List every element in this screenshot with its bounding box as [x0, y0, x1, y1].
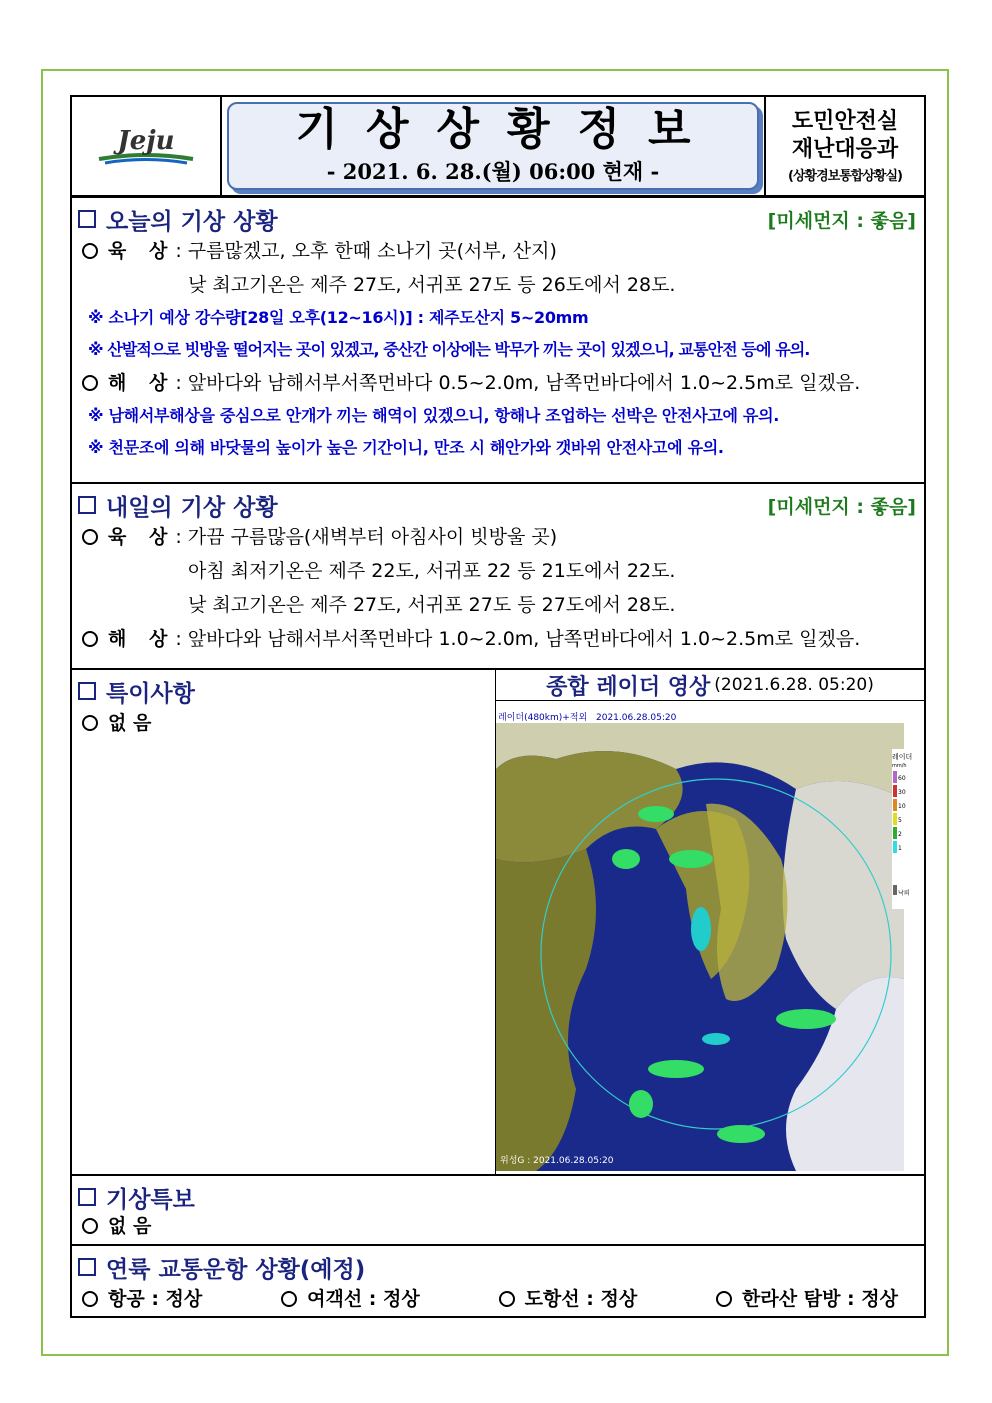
legend-value: 1	[898, 845, 902, 852]
traffic-item-island-boat: 도항선 : 정상	[495, 1282, 638, 1316]
checkbox-square-icon	[78, 496, 96, 514]
radar-legend-unit: mm/h	[892, 763, 907, 769]
circle-bullet-icon	[82, 1291, 98, 1307]
special-and-radar-row	[72, 670, 924, 1176]
section-title: 기상특보	[106, 1186, 195, 1213]
jeju-logo-icon	[91, 123, 201, 169]
traffic-item-air: 항공 : 정상	[78, 1282, 202, 1316]
tomorrow-sea-row: 해 상 : 앞바다와 남해서부서쪽먼바다 1.0~2.0m, 남쪽먼바다에서 1.0~2.5m로 일겠음.	[78, 622, 916, 656]
dept-room: (상황경보통합상황실)	[788, 169, 902, 184]
warning-item: 없 음	[78, 1212, 918, 1240]
weather-warning-section	[72, 1176, 924, 1246]
today-sea-row: 해 상 : 앞바다와 남해서부서쪽먼바다 0.5~2.0m, 남쪽먼바다에서 1.0~2.5m로 일겠음.	[78, 366, 916, 400]
circle-bullet-icon	[82, 375, 98, 391]
traffic-item-ferry: 여객선 : 정상	[277, 1282, 420, 1316]
page-title: 기상상황정보	[295, 103, 719, 155]
radar-date: (2021.6.28. 05:20)	[714, 675, 874, 695]
circle-bullet-icon	[499, 1291, 515, 1307]
tomorrow-land-row: 육 상 : 가끔 구름많음(새벽부터 아침사이 빗방울 곳)	[78, 520, 916, 554]
tomorrow-weather-section	[72, 484, 924, 670]
fine-dust-badge: [미세먼지 : 좋음]	[767, 495, 916, 518]
traffic-section	[72, 1246, 924, 1316]
dept-name: 도민안전실	[791, 109, 899, 134]
radar-image-time: 2021.06.28.05:20	[596, 713, 677, 723]
circle-bullet-icon	[716, 1291, 732, 1307]
circle-bullet-icon	[281, 1291, 297, 1307]
legend-value: 5	[898, 817, 902, 824]
today-note-rain: ※ 소나기 예상 강수량[28일 오후(12~16시)] : 제주도산지 5~20mm	[88, 308, 589, 327]
section-title: 연륙 교통운항 상황(예정)	[106, 1256, 366, 1283]
legend-value: 30	[898, 789, 906, 796]
today-land-temp: 낮 최고기온은 제주 27도, 서귀포 27도 등 26도에서 28도.	[188, 274, 676, 296]
tomorrow-min-temp: 아침 최저기온은 제주 22도, 서귀포 22 등 21도에서 22도.	[188, 560, 676, 582]
circle-bullet-icon	[82, 715, 98, 731]
radar-satellite-image	[496, 709, 913, 1171]
department-info	[766, 97, 924, 195]
traffic-status-list	[78, 1282, 918, 1316]
jeju-logo	[72, 97, 222, 195]
section-title: 특이사항	[106, 680, 195, 707]
legend-lightning: 낙뢰	[898, 890, 910, 897]
today-note-fog: ※ 산발적으로 빗방울 떨어지는 곳이 있겠고, 중산간 이상에는 박무가 끼는 곳이 있겠으니, 교통안전 등에 유의.	[88, 340, 810, 359]
today-land-row: 육 상 : 구름많겠고, 오후 한때 소나기 곳(서부, 산지)	[78, 234, 916, 268]
radar-image-label: 레이더(480km)+적외	[498, 713, 588, 723]
today-weather-section	[72, 198, 924, 484]
legend-value: 60	[898, 775, 906, 782]
tomorrow-max-temp: 낮 최고기온은 제주 27도, 서귀포 27도 등 27도에서 28도.	[188, 594, 676, 616]
checkbox-square-icon	[78, 682, 96, 700]
checkbox-square-icon	[78, 1258, 96, 1276]
traffic-item-hallasan: 한라산 탐방 : 정상	[712, 1282, 898, 1316]
checkbox-square-icon	[78, 210, 96, 228]
section-title: 내일의 기상 상황	[106, 494, 278, 521]
fine-dust-badge: [미세먼지 : 좋음]	[767, 209, 916, 232]
today-note-tide: ※ 천문조에 의해 바닷물의 높이가 높은 기간이니, 만조 시 해안가와 갯바위 안전사고에 유의.	[88, 438, 724, 457]
section-title: 오늘의 기상 상황	[106, 208, 278, 235]
dept-division: 재난대응과	[791, 136, 899, 162]
legend-value: 2	[898, 831, 902, 838]
special-item: 없 음	[78, 706, 489, 740]
circle-bullet-icon	[82, 243, 98, 259]
title-box	[227, 102, 759, 190]
special-notes-section	[72, 670, 496, 1174]
circle-bullet-icon	[82, 631, 98, 647]
page-subtitle-date: - 2021. 6. 28.(월) 06:00 현재 -	[326, 159, 660, 185]
weather-report-document	[70, 95, 926, 1318]
report-header	[72, 97, 924, 198]
radar-title: 종합 레이더 영상	[546, 674, 711, 700]
radar-image-footer: 위성G : 2021.06.28.05:20	[500, 1156, 614, 1166]
checkbox-square-icon	[78, 1188, 96, 1206]
today-note-sea-fog: ※ 남해서부해상을 중심으로 안개가 끼는 해역이 있겠으니, 항해나 조업하는 선박은 안전사고에 유의.	[88, 406, 780, 425]
logo-text: Jeju	[117, 126, 175, 156]
radar-section	[496, 670, 924, 1174]
legend-value: 10	[898, 803, 906, 810]
circle-bullet-icon	[82, 529, 98, 545]
radar-legend-title: 레이더	[892, 753, 913, 761]
circle-bullet-icon	[82, 1218, 98, 1234]
